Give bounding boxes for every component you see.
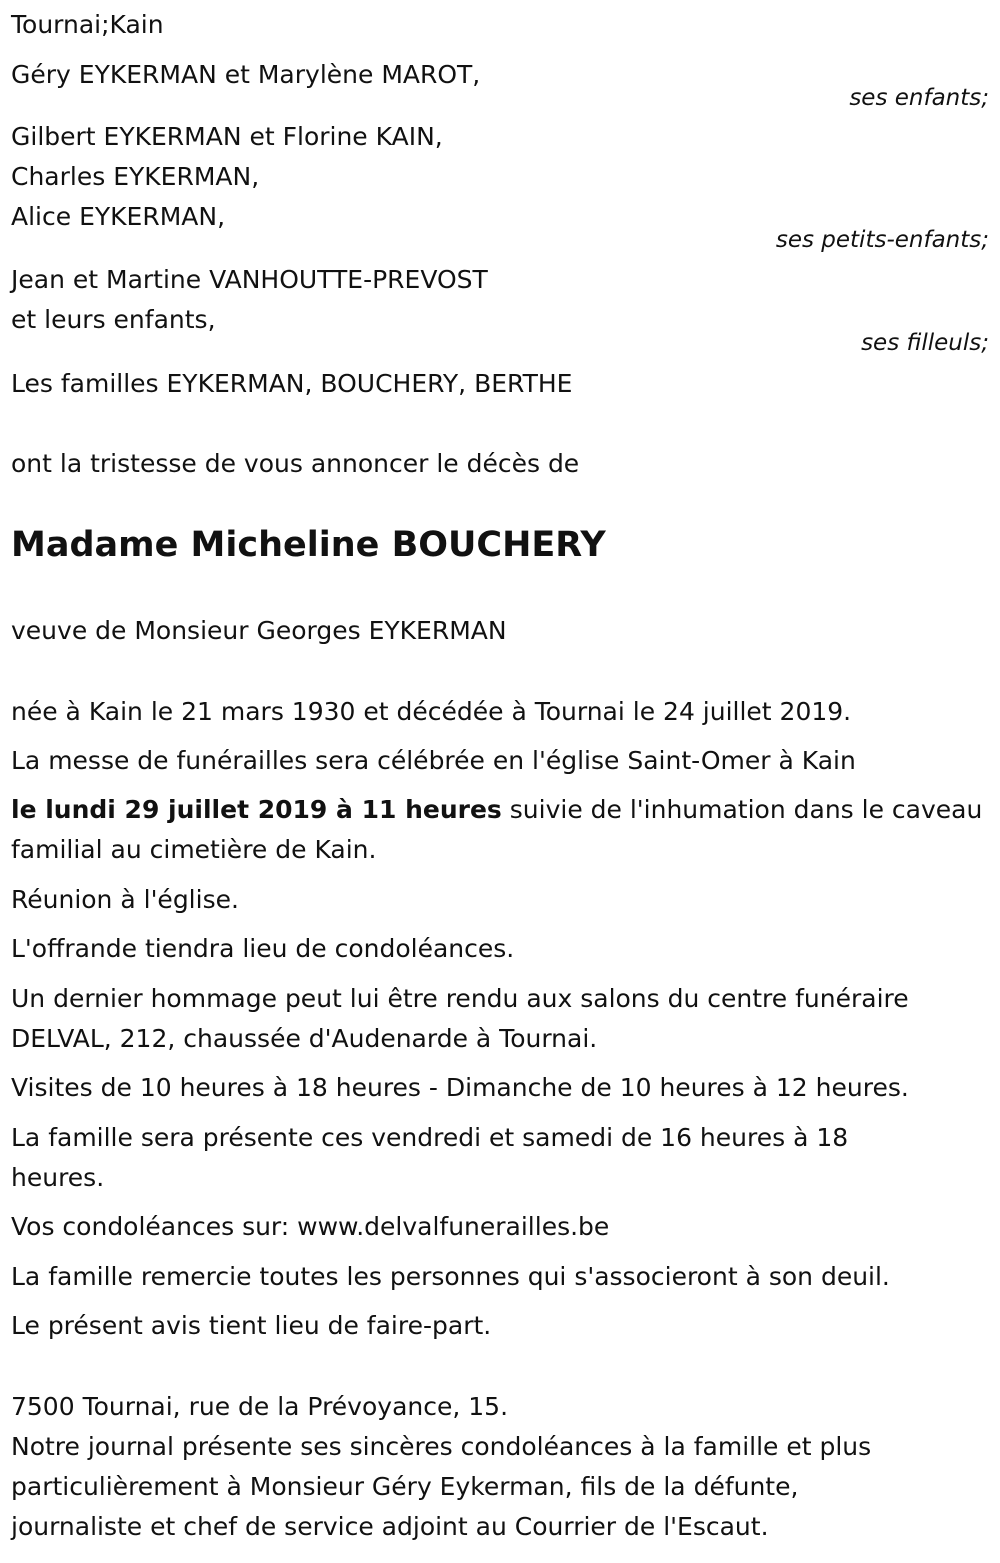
tribute-line-cont: DELVAL, 212, chaussée d'Audenarde à Tournai. bbox=[11, 1024, 598, 1053]
condolences-line: Vos condoléances sur: www.delvalfunerailles.be bbox=[11, 1212, 610, 1241]
deceased-name: Madame Micheline BOUCHERY bbox=[11, 525, 606, 565]
burial-text: suivie de l'inhumation dans le caveau bbox=[501, 795, 983, 824]
grandchild-name: Gilbert EYKERMAN et Florine KAIN, bbox=[11, 122, 443, 151]
grandchild-name: Charles EYKERMAN, bbox=[11, 162, 260, 191]
announcement-intro: ont la tristesse de vous annoncer le décès de bbox=[11, 449, 580, 478]
notice-line: Le présent avis tient lieu de faire-part. bbox=[11, 1311, 492, 1340]
meeting-line: Réunion à l'église. bbox=[11, 885, 239, 914]
mass-line: La messe de funérailles sera célébrée en l'église Saint-Omer à Kain bbox=[11, 746, 856, 775]
grandchild-name: Alice EYKERMAN, bbox=[11, 202, 226, 231]
grandchildren-role: ses petits-enfants; bbox=[775, 227, 989, 253]
godchildren-names: Jean et Martine VANHOUTTE-PREVOST bbox=[11, 265, 488, 294]
address-line: 7500 Tournai, rue de la Prévoyance, 15. bbox=[11, 1392, 509, 1421]
burial-line-cont: familial au cimetière de Kain. bbox=[11, 835, 377, 864]
offering-line: L'offrande tiendra lieu de condoléances. bbox=[11, 934, 515, 963]
thanks-line: La famille remercie toutes les personnes qui s'associeront à son deuil. bbox=[11, 1262, 890, 1291]
family-present-line-cont: heures. bbox=[11, 1163, 105, 1192]
visits-line: Visites de 10 heures à 18 heures - Dimanche de 10 heures à 12 heures. bbox=[11, 1073, 909, 1102]
family-present-line: La famille sera présente ces vendredi et samedi de 16 heures à 18 bbox=[11, 1123, 849, 1152]
families-line: Les familles EYKERMAN, BOUCHERY, BERTHE bbox=[11, 369, 573, 398]
widow-of-line: veuve de Monsieur Georges EYKERMAN bbox=[11, 616, 507, 645]
newspaper-line-3: journaliste et chef de service adjoint au Courrier de l'Escaut. bbox=[11, 1512, 769, 1541]
birth-death-line: née à Kain le 21 mars 1930 et décédée à Tournai le 24 juillet 2019. bbox=[11, 697, 852, 726]
newspaper-line: Notre journal présente ses sincères condoléances à la famille et plus bbox=[11, 1432, 872, 1461]
godchildren-role: ses filleuls; bbox=[861, 330, 989, 356]
location-header: Tournai;Kain bbox=[11, 10, 164, 39]
children-role: ses enfants; bbox=[849, 85, 989, 111]
funeral-date: le lundi 29 juillet 2019 à 11 heures bbox=[11, 795, 502, 824]
funeral-date-line bbox=[11, 790, 982, 830]
tribute-line: Un dernier hommage peut lui être rendu aux salons du centre funéraire bbox=[11, 984, 909, 1013]
newspaper-line-2: particulièrement à Monsieur Géry Eykerman, fils de la défunte, bbox=[11, 1472, 799, 1501]
godchildren-names-cont: et leurs enfants, bbox=[11, 305, 216, 334]
children-names: Géry EYKERMAN et Marylène MAROT, bbox=[11, 60, 481, 89]
